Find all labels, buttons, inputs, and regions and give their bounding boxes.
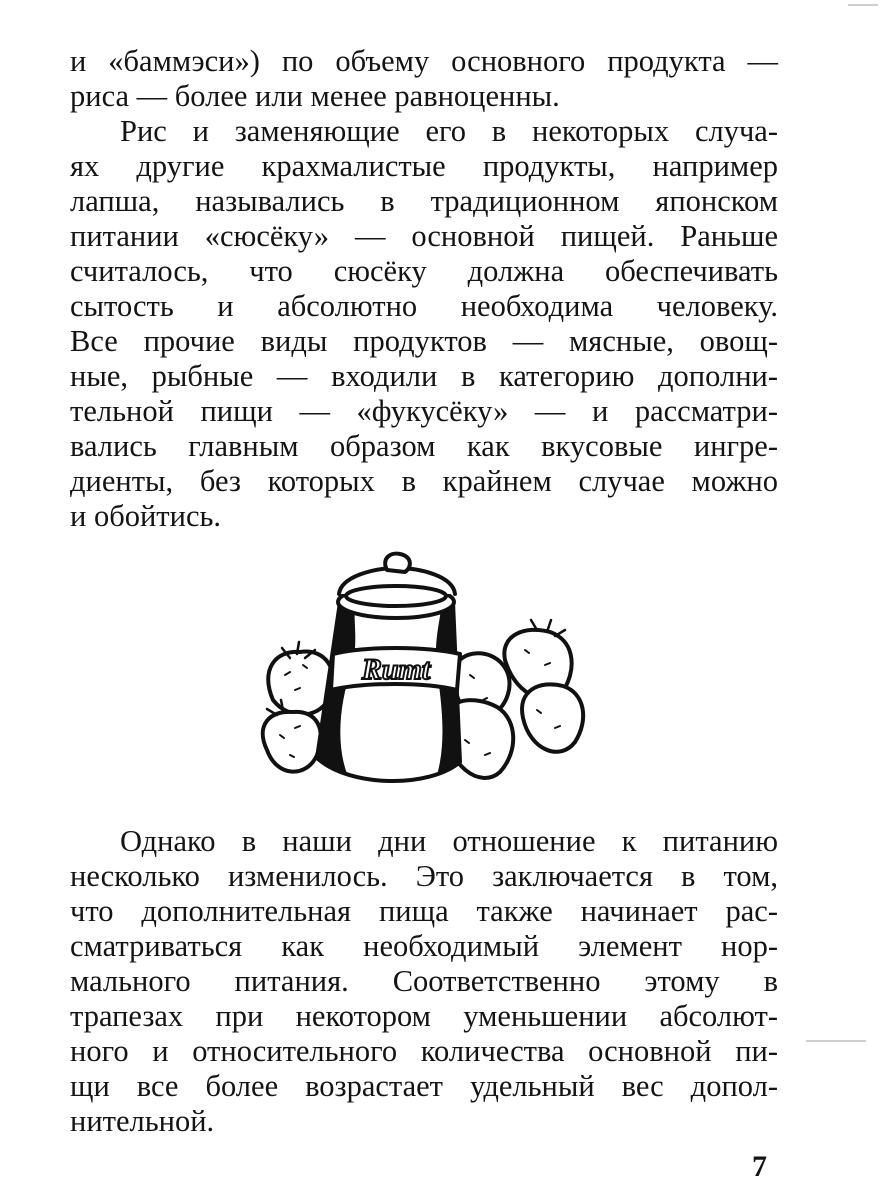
text-line: риса — более или менее равноценны. — [70, 79, 560, 113]
text-line: вались главным образом как вкусовые ингре- — [70, 429, 778, 463]
text-line: трапезах при некотором уменьшении абсолют- — [70, 999, 778, 1033]
text-line: несколько изменилось. Это заключается в том, — [70, 859, 778, 893]
text-line: диенты, без которых в крайнем случае можно — [70, 464, 778, 498]
text-line: питании «сюсёку» — основной пищей. Раньше — [70, 219, 778, 253]
jar-label: Rumt — [361, 653, 431, 686]
text-line: мального питания. Соответственно этому в — [70, 964, 778, 998]
text-line: и обойтись. — [70, 499, 222, 533]
text-line: нительной. — [70, 1104, 215, 1138]
page-number: 7 — [752, 1150, 767, 1183]
text-line: ного и относительного количества основной пи- — [70, 1034, 778, 1068]
text-line: что дополнительная пища также начинает рас- — [70, 894, 778, 928]
text-line: сытость и абсолютно необходима человеку. — [70, 289, 778, 323]
scan-artifact — [806, 1040, 866, 1042]
text-line: Все прочие виды продуктов — мясные, овощ- — [70, 324, 778, 358]
text-line: щи все более возрастает удельный вес допол- — [70, 1069, 778, 1103]
jam-jar-with-strawberries-icon — [255, 550, 595, 795]
text-line: и «баммэси») по объему основного продукта — — [70, 44, 778, 78]
paragraph-modern-diet — [70, 824, 778, 1139]
text-line: лапша, назывались в традиционном японском — [70, 184, 778, 218]
text-line: ные, рыбные — входили в категорию дополни- — [70, 359, 778, 393]
text-line: Однако в наши дни отношение к питанию — [120, 824, 778, 858]
paragraph-rice-main-food — [70, 114, 778, 534]
text-line: тельной пищи — «фукусёку» — и рассматри- — [70, 394, 778, 428]
text-line: ях другие крахмалистые продукты, например — [70, 149, 778, 183]
text-line: считалось, что сюсёку должна обеспечивать — [70, 254, 778, 288]
paragraph-continuation — [70, 44, 778, 114]
text-line: сматриваться как необходимый элемент нор- — [70, 929, 778, 963]
scan-artifact — [848, 4, 878, 6]
text-line: Рис и заменяющие его в некоторых случа- — [120, 114, 778, 148]
